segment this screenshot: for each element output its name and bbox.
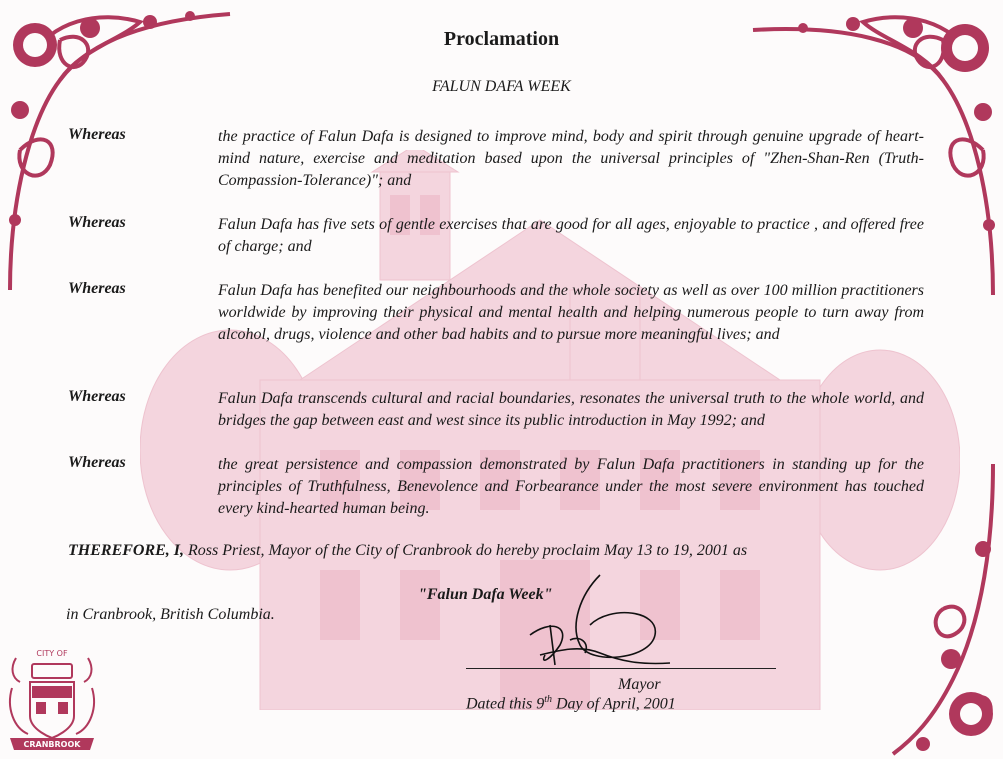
dated-rest: Day of April, 2001 [552,695,676,713]
location-text: in Cranbrook, British Columbia. [66,606,275,623]
page-title: Proclamation [443,28,560,50]
proclamation-subtitle: FALUN DAFA WEEK [432,78,571,95]
proclaimed-week-name: "Falun Dafa Week" [418,586,553,603]
dated-ordinal: th [544,694,552,705]
clause-label: Whereas [68,454,126,471]
dated-line [466,694,676,713]
clause-text: Falun Dafa has benefited our neighbourhoods and the whole society as well as over 100 million practitioners worldwide by improving their physical and mental health and helping numerous people to turn away from alcohol, drugs, violence and other bad habits and to pursue more meaningful lives; and [218,282,924,343]
clause-label: Whereas [68,280,126,297]
therefore-text: Ross Priest, Mayor of the City of Cranbrook do hereby proclaim May 13 to 19, 2001 as [184,542,748,559]
therefore-statement [68,542,938,560]
crest-bottom-text: CRANBROOK [23,740,81,749]
signature-line [466,668,776,669]
signer-title: Mayor [618,676,661,693]
mayor-signature [510,565,680,675]
clause-text: the great persistence and compassion demonstrated by Falun Dafa practitioners in standing up for the principles of Truthfulness, Benevolence and Forbearance under the most severe environment has touched every kind-hearted human being. [218,456,924,517]
clause-text: Falun Dafa has five sets of gentle exercises that are good for all ages, enjoyable to practice , and offered free of charge; and [218,216,924,255]
clause-text: the practice of Falun Dafa is designed to improve mind, body and spirit through genuine upgrade of heart-mind nature, exercise and meditation based upon the universal principles of "Zhen-Shan-Ren (Truth-Compassion-Tolerance)"; and [218,128,924,189]
crest-top-text: CITY OF [36,649,68,658]
clause-label: Whereas [68,214,126,231]
clause-label: Whereas [68,126,126,143]
therefore-lead: THEREFORE, I, [68,542,185,559]
dated-prefix: Dated this 9 [466,695,545,713]
clause-text: Falun Dafa transcends cultural and racial boundaries, resonates the universal truth to the whole world, and bridges the gap between east and west since its public introduction in May 1992; and [218,390,924,429]
clause-label: Whereas [68,388,126,405]
city-crest-icon [2,638,102,756]
